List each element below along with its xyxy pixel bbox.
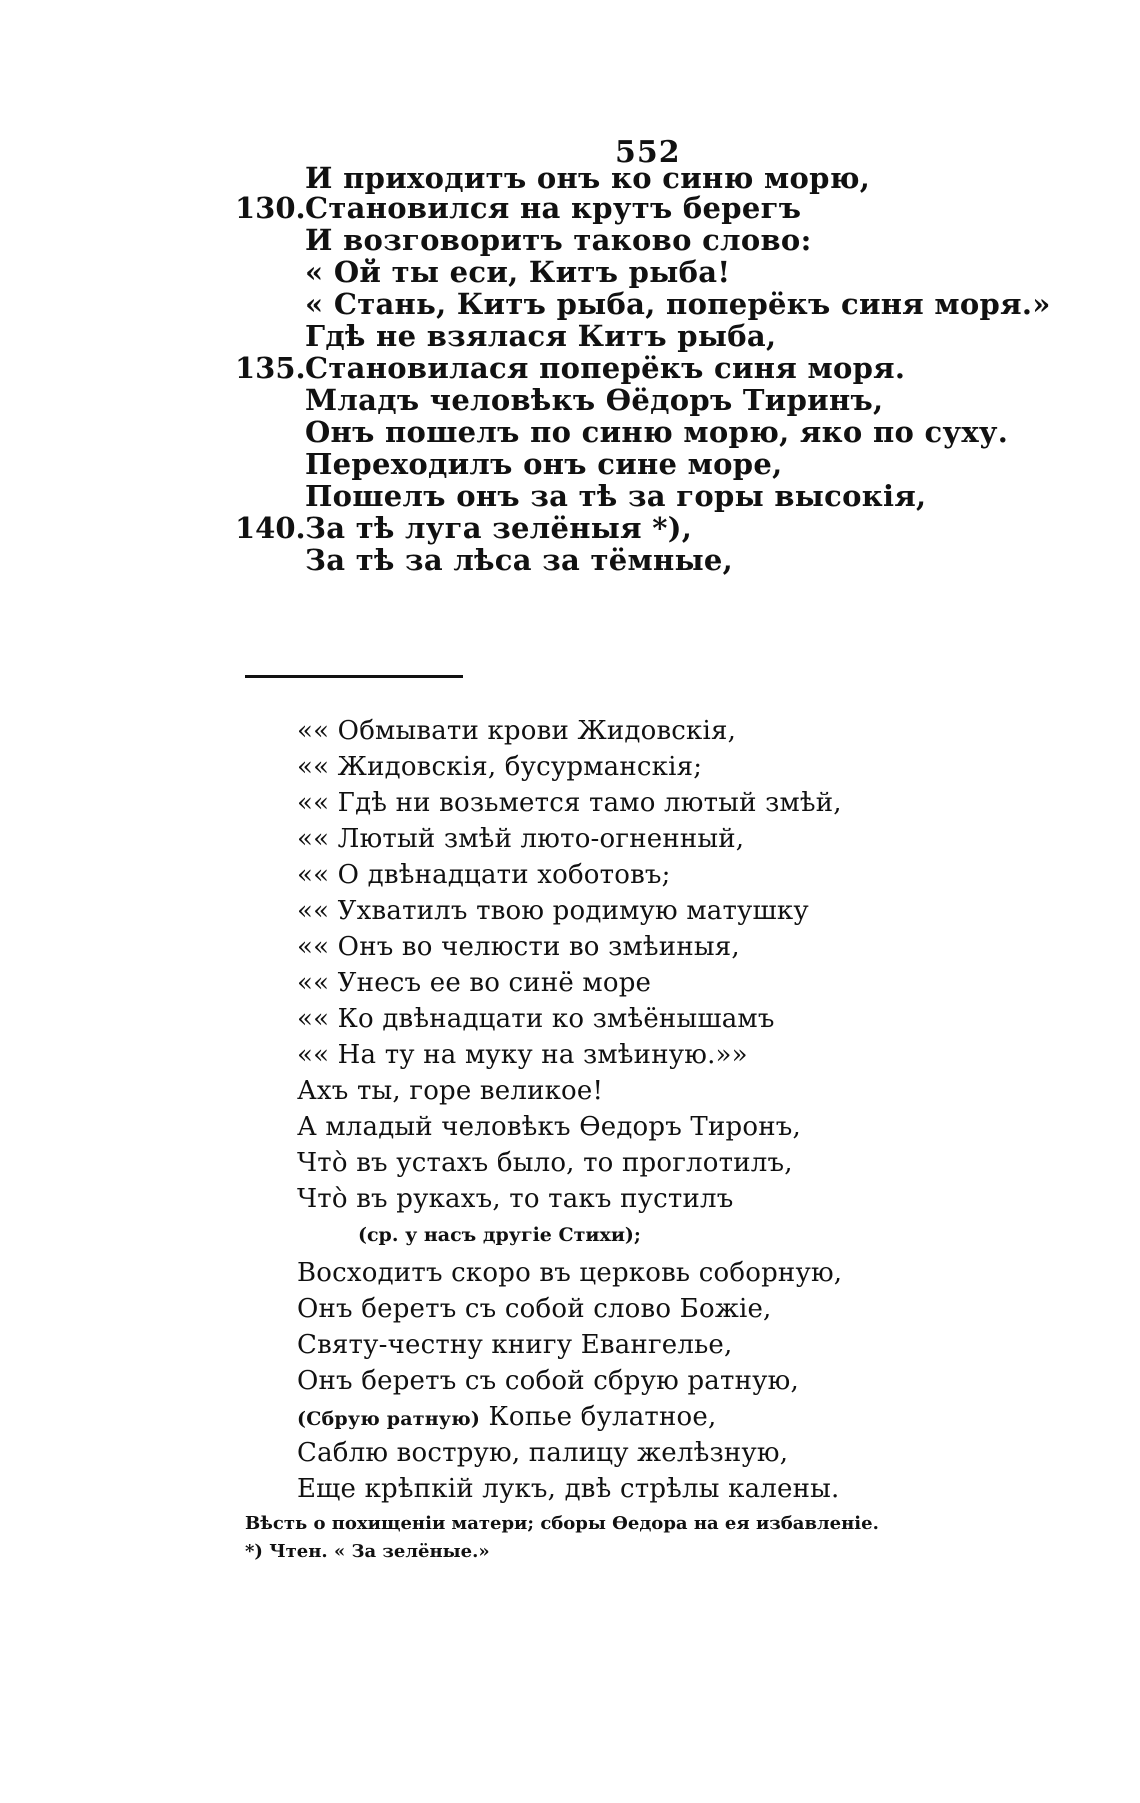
variant-line: «« Лютый змѣй люто-огненный, [297,824,745,854]
poem-line: За тѣ за лѣса за тёмные, [305,543,734,577]
poem-line: Становился на крутъ берегъ [305,191,802,225]
variant-line: «« На ту на муку на змѣиную.»» [297,1040,748,1070]
variant-line: Ахъ ты, горе великое! [297,1076,604,1106]
variant-note: (ср. у насъ другіе Стихи); [358,1224,641,1246]
poem-line: Гдѣ не взялася Китъ рыба, [305,319,777,353]
variant-line: Что̀ въ устахъ было, то проглотилъ, [297,1148,793,1178]
variant-line: «« Жидовскія, бусурманскія; [297,752,703,782]
poem-line: Онъ пошелъ по синю морю, яко по суху. [305,415,1009,449]
variant-line: «« Онъ во челюсти во змѣиныя, [297,932,740,962]
poem-line: Переходилъ онъ сине море, [305,447,783,481]
variant-line [297,1400,716,1436]
variant-line: «« Ко двѣнадцати ко змѣёнышамъ [297,1004,775,1034]
variant-line: А младый человѣкъ Ѳедоръ Тиронъ, [297,1112,801,1142]
poem-line: За тѣ луга зелёныя *), [305,511,693,545]
variant-line: Что̀ въ рукахъ, то такъ пустилъ [297,1184,734,1214]
variant-line: Восходитъ скоро въ церковь соборную, [297,1258,843,1288]
variant-line: «« О двѣнадцати хоботовъ; [297,860,671,890]
poem-line: Пошелъ онъ за тѣ за горы высокія, [305,479,927,513]
page-number: 552 [615,135,681,170]
variant-line-text: Копье булатное, [488,1402,717,1432]
poem-line: И возговоритъ таково слово: [305,223,812,257]
poem-line: Становилася поперёкъ синя моря. [305,351,906,385]
line-number: 140. [235,511,306,545]
separator-rule [245,675,463,678]
variant-line: Онъ беретъ съ собой сбрую ратную, [297,1366,799,1396]
poem-line: « Стань, Китъ рыба, поперёкъ синя моря.» [305,287,1051,321]
poem-line: И приходитъ онъ ко синю морю, [305,161,871,195]
poem-line: Младъ человѣкъ Ѳёдоръ Тиринъ, [305,383,884,417]
variant-line: Саблю вострую, палицу желѣзную, [297,1438,789,1468]
poem-line: « Ой ты еси, Китъ рыба! [305,255,731,289]
variant-line: Святу-честну книгу Евангелье, [297,1330,733,1360]
line-number: 130. [235,191,306,225]
variant-line: «« Гдѣ ни возьмется тамо лютый змѣй, [297,788,842,818]
variant-line: Онъ беретъ съ собой слово Божіе, [297,1294,772,1324]
footnote: *) Чтен. « За зелёные.» [245,1541,490,1562]
variant-line: «« Унесъ ее во синё море [297,968,652,998]
variant-line: «« Ухватилъ твою родимую матушку [297,896,809,926]
variant-line: «« Обмывати крови Жидовскія, [297,716,737,746]
variant-line: Еще крѣпкій лукъ, двѣ стрѣлы калены. [297,1474,840,1504]
line-number: 135. [235,351,306,385]
footnote: Вѣсть о похищеніи матери; сборы Ѳедора на ея избавленіе. [245,1513,879,1534]
inline-note: (Сбрую ратную) [297,1408,481,1430]
